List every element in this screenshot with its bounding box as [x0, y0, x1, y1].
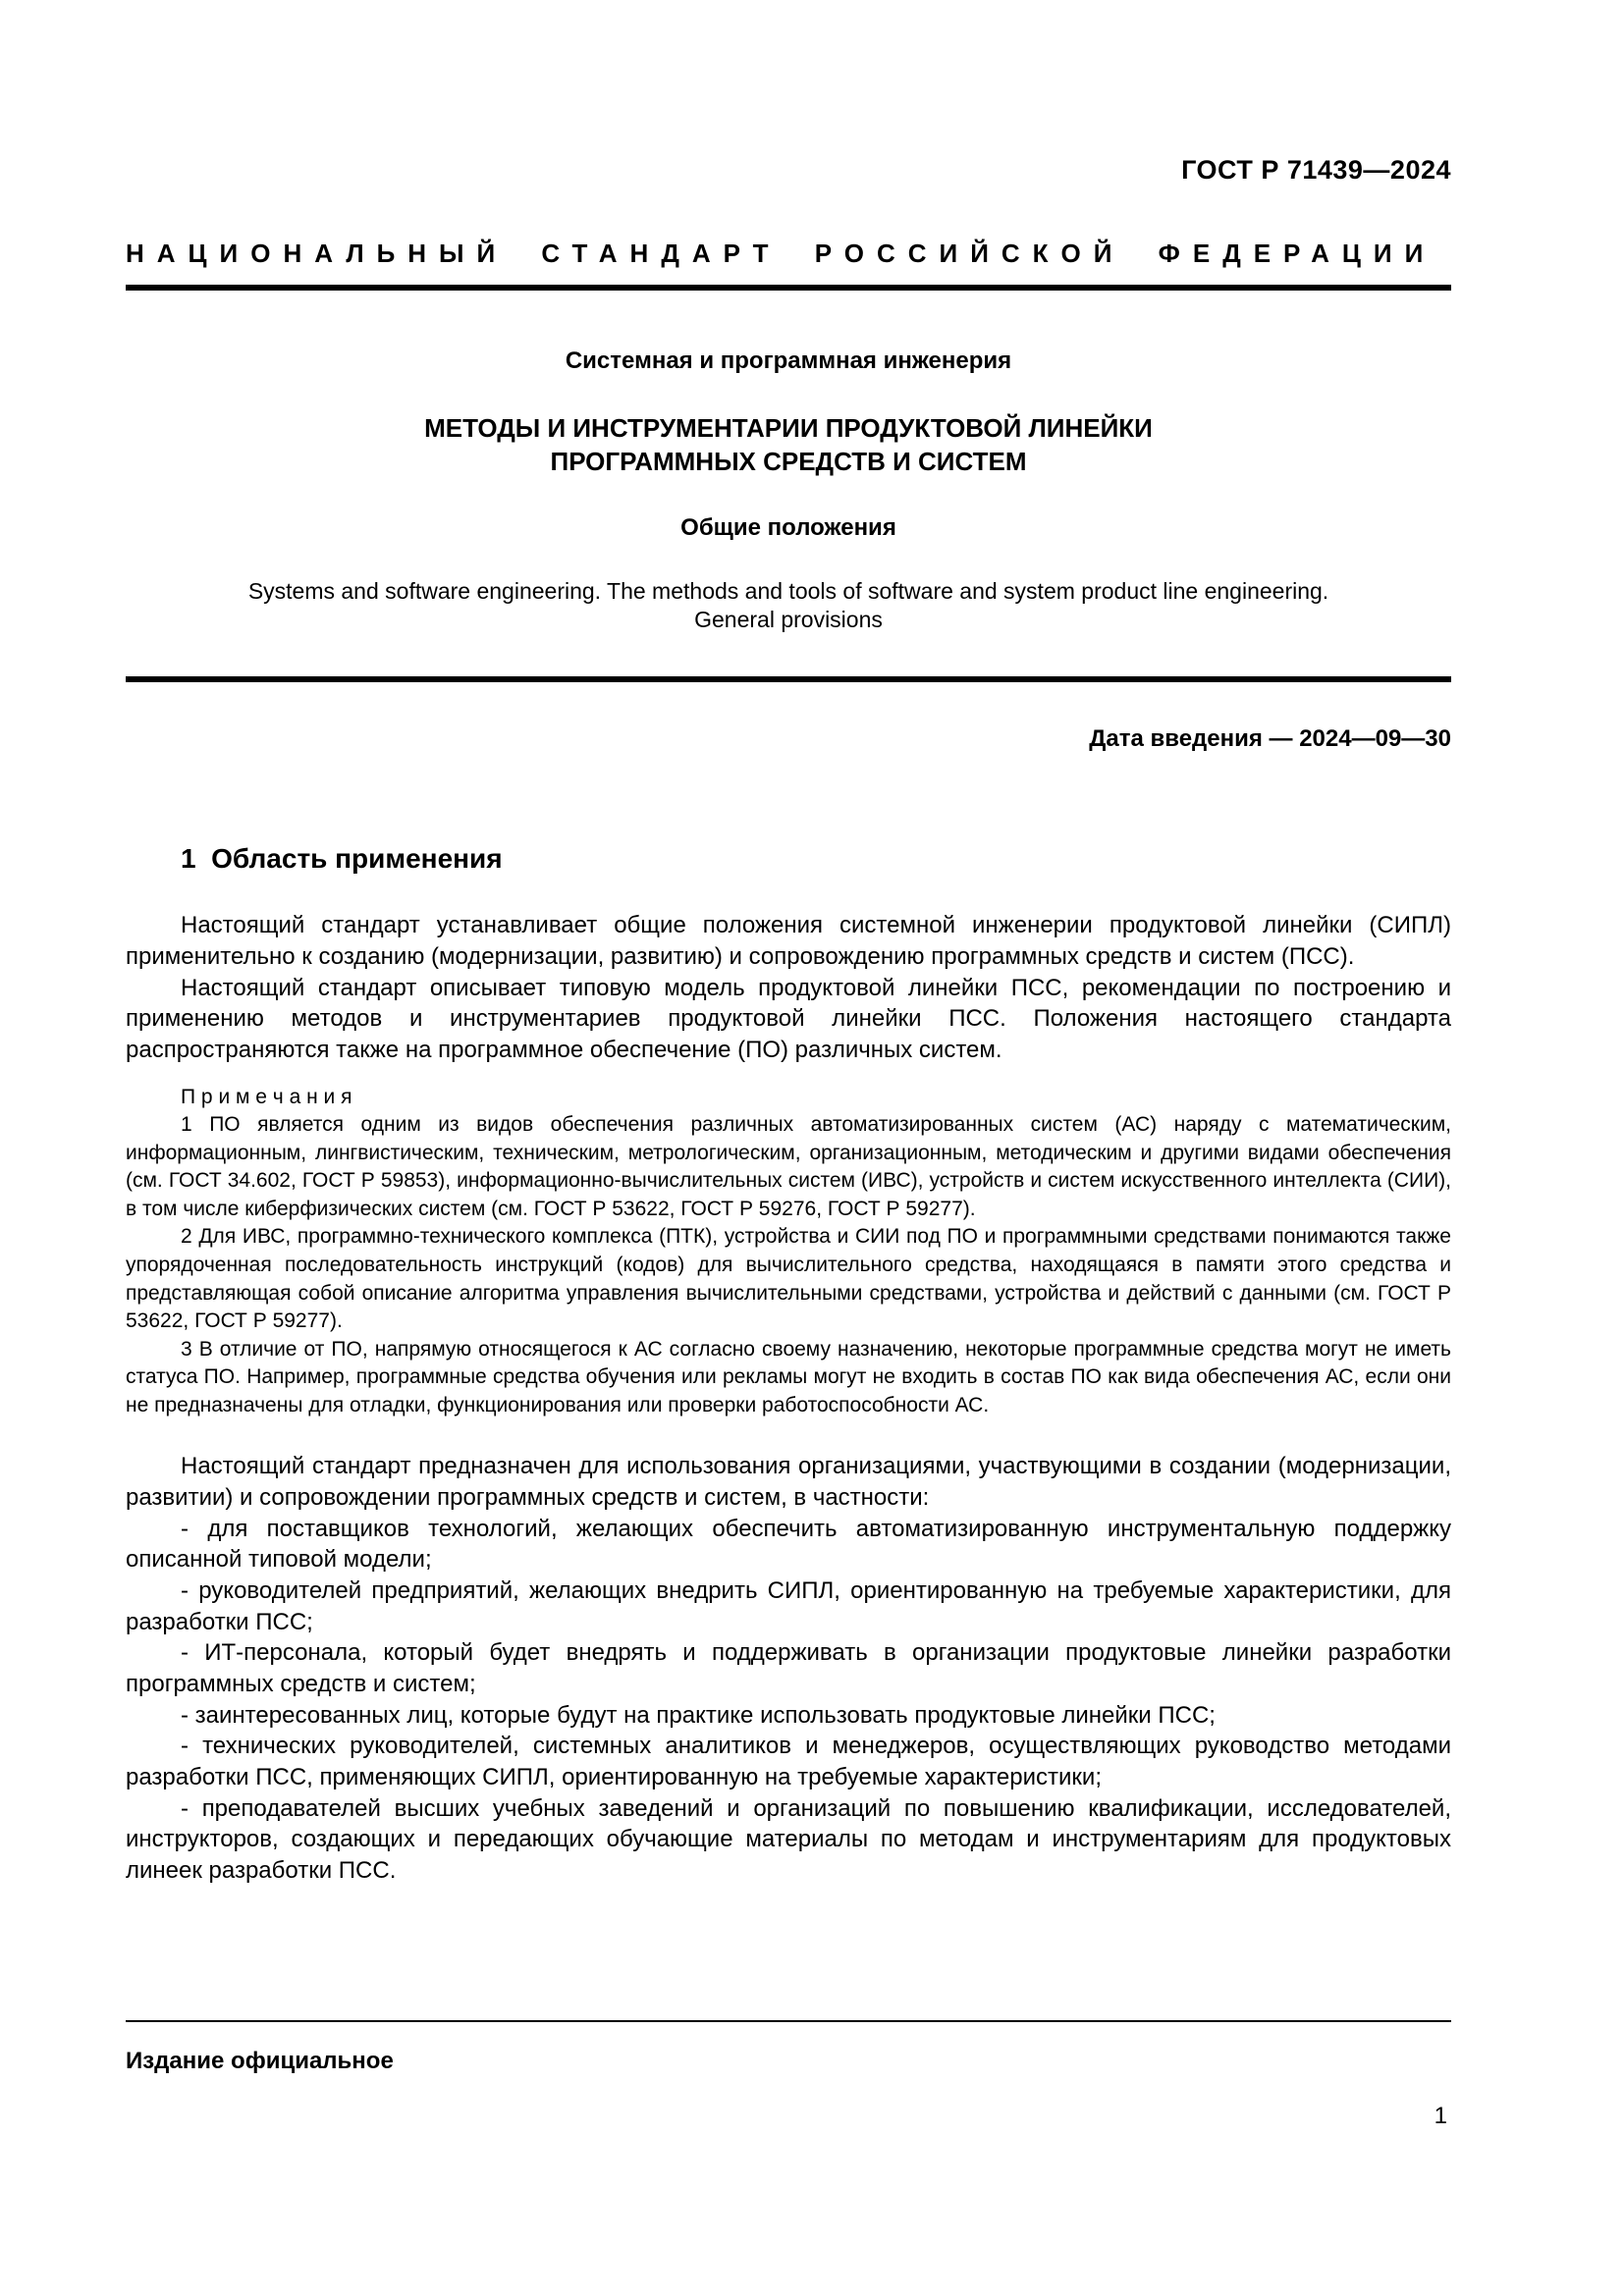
title-line-1: МЕТОДЫ И ИНСТРУМЕНТАРИИ ПРОДУКТОВОЙ ЛИНЕЙКИ: [424, 413, 1153, 443]
paragraph: Настоящий стандарт устанавливает общие положения системной инженерии продуктовой линейки (СИПЛ) применительно к созданию (модернизации, развитию) и сопровождению программных средств и систем (ПСС).: [126, 912, 1451, 971]
note-item: 1 ПО является одним из видов обеспечения различных автоматизированных систем (АС) наряду с математическим, информационным, лингвистическим, техническим, метрологическим, организационным, методическим и другими видами обеспечения (см. ГОСТ 34.602, ГОСТ Р 59853), информационно-вычислительных систем (ИВС), устройств и систем искусственного интеллекта (СИИ), в том числе киберфизических систем (см. ГОСТ Р 53622, ГОСТ Р 59276, ГОСТ Р 59277).: [126, 1113, 1451, 1220]
section-1-heading: 1 Область применения: [181, 843, 503, 875]
note-item: 3 В отличие от ПО, напрямую относящегося к АС согласно своему назначению, некоторые программные средства могут не иметь статуса ПО. Например, программные средства обучения или рекламы могут не входить в состав ПО как вида обеспечения АС, если они не предназначены для отладки, функционирования или проверки работоспособности АС.: [126, 1337, 1451, 1416]
standard-subtitle: Общие положения: [680, 513, 896, 541]
title-divider: [126, 676, 1451, 682]
list-item: - для поставщиков технологий, желающих обеспечить автоматизированную инструментальную поддержку описанной типовой модели;: [126, 1515, 1451, 1574]
top-divider: [126, 285, 1451, 291]
title-line-2: ПРОГРАММНЫХ СРЕДСТВ И СИСТЕМ: [550, 446, 1027, 476]
doc-code: ГОСТ Р 71439—2024: [1181, 155, 1451, 185]
english-title-line-1: Systems and software engineering. The methods and tools of software and system product line engineering.: [247, 577, 1329, 604]
standard-banner: НАЦИОНАЛЬНЫЙ СТАНДАРТ РОССИЙСКОЙ ФЕДЕРАЦИИ: [126, 239, 1436, 268]
standard-title: [126, 412, 1451, 479]
list-item: - руководителей предприятий, желающих внедрить СИПЛ, ориентированную на требуемые характеристики, для разработки ПСС;: [126, 1576, 1451, 1635]
effective-date: Дата введения — 2024—09—30: [1089, 725, 1451, 753]
notes-label: П р и м е ч а н и я: [181, 1085, 352, 1108]
english-title: [126, 577, 1451, 636]
paragraph: Настоящий стандарт описывает типовую модель продуктовой линейки ПСС, рекомендации по построению и применению методов и инструментариев продуктовой линейки ПСС. Положения настоящего стандарта распространяются также на программное обеспечение (ПО) различных систем.: [126, 974, 1451, 1064]
edition-note: Издание официальное: [126, 2048, 394, 2074]
page-number: 1: [1434, 2103, 1447, 2129]
paragraph: Настоящий стандарт предназначен для использования организациями, участвующими в создании (модернизации, развитии) и сопровождении программных средств и систем, в частности:: [126, 1453, 1451, 1511]
list-item: - заинтересованных лиц, которые будут на практике использовать продуктовые линейки ПСС;: [181, 1701, 1216, 1729]
list-item: - технических руководителей, системных аналитиков и менеджеров, осуществляющих руководство методами разработки ПСС, применяющих СИПЛ, ориентированную на требуемые характеристики;: [126, 1733, 1451, 1791]
list-item: - ИТ-персонала, который будет внедрять и поддерживать в организации продуктовые линейки разработки программных средств и систем;: [126, 1639, 1451, 1697]
footer-divider: [126, 2020, 1451, 2022]
subject-line: Системная и программная инженерия: [565, 347, 1012, 374]
note-item: 2 Для ИВС, программно-технического комплекса (ПТК), устройства и СИИ под ПО и программными средствами понимаются также упорядоченная последовательность инструкций (кодов) для вычислительного средства, находящаяся в памяти этого средства и представляющая собой описание алгоритма управления вычислительными средствами, устройства и действий с данными (см. ГОСТ Р 53622, ГОСТ Р 59277).: [126, 1225, 1451, 1333]
notes-block: [126, 1084, 1451, 1420]
english-title-line-2: General provisions: [694, 607, 883, 633]
list-item: - преподавателей высших учебных заведений и организаций по повышению квалификации, исследователей, инструкторов, создающих и передающих обучающие материалы по методам и инструментариям для продуктовых линеек разработки ПСС.: [126, 1794, 1451, 1885]
